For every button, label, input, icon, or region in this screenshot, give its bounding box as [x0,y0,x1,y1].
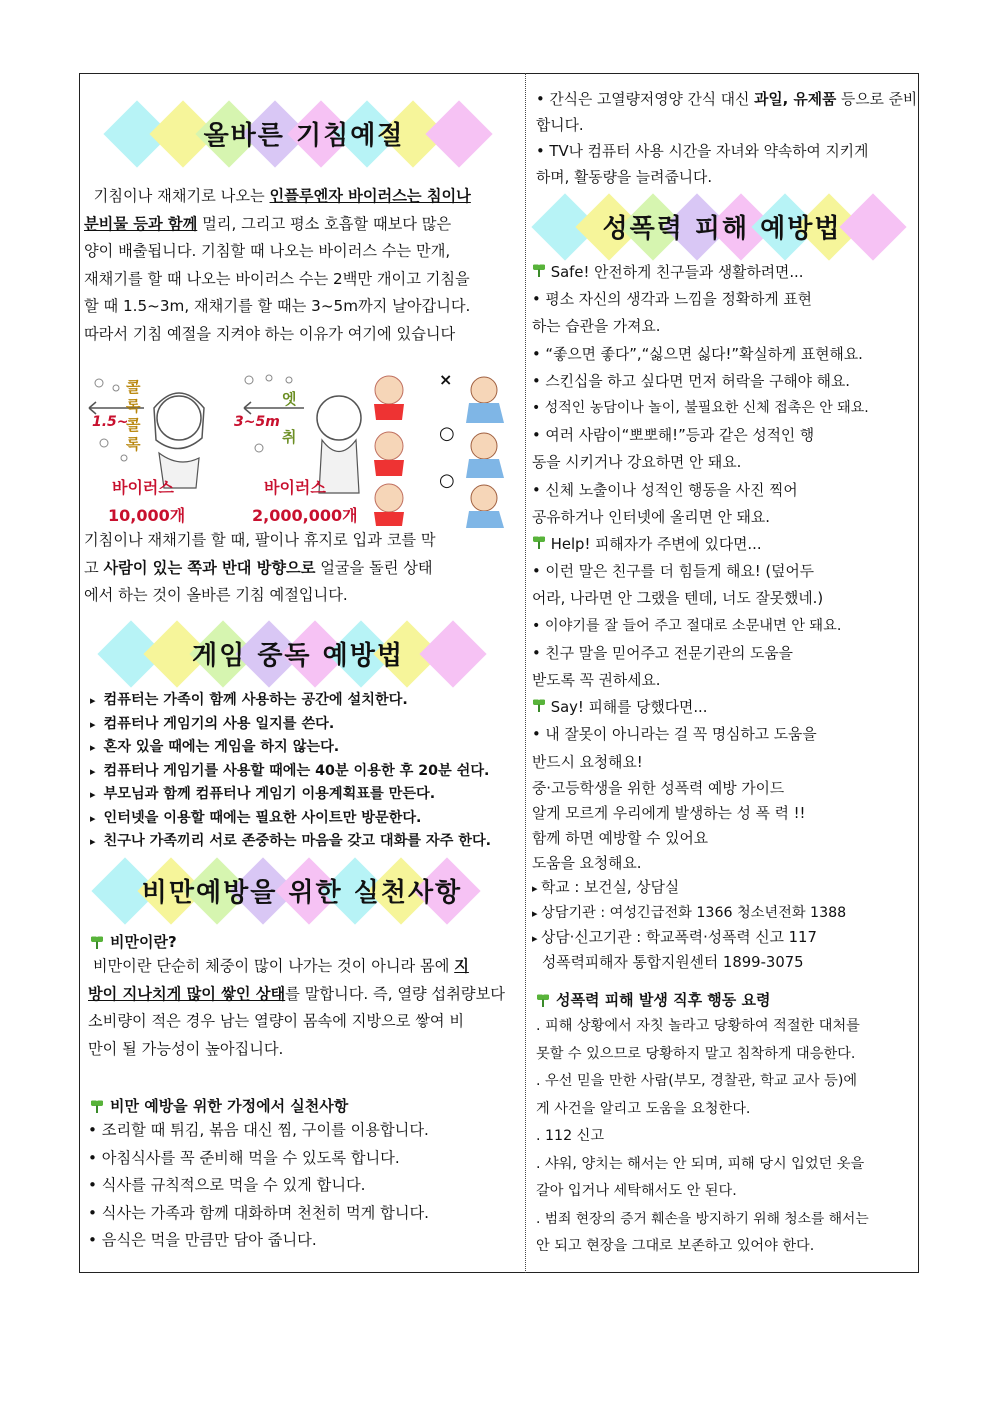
text-line: 공유하거나 인터넷에 올리면 안 돼요. [532,508,770,526]
text-span: Help! 피해자가 주변에 있다면... [550,536,762,554]
text-line: . 112 신고 [536,1128,605,1144]
text-span: 비만이란 단순히 체중이 많이 나가는 것이 아니라 몸에 [92,957,455,975]
text-line: 갈아 입거나 세탁해서도 안 된다. [536,1183,737,1199]
text-line: 소비량이 적은 경우 남는 열량이 몸속에 지방으로 쌓여 비 [88,1012,465,1030]
banner-sexual-violence [532,193,912,261]
text-line: ▸ 학교 : 보건실, 상담실 [532,876,916,901]
sneeze-distance: 3~5m [234,414,280,430]
text-line: • 여러 사람이“뽀뽀해!”등과 같은 성적인 행 [532,427,815,445]
text-span: • 간식은 고열량저영양 간식 대신 [536,91,755,108]
obesity-paragraph [88,953,520,1063]
list-item: ▸ 혼자 있을 때에는 게임을 하지 않는다. [90,736,518,760]
sv-body [532,259,916,975]
text-line: 합니다. [536,117,584,134]
underline-text: 분비물 등과 함께 [84,214,198,233]
text-line: . 범죄 현장의 증거 훼손을 방지하기 위해 청소를 해서는 [536,1210,869,1227]
text-line: . 피해 상황에서 자칫 놀라고 당황하여 적절한 대처를 [536,1018,860,1034]
text-line: 따라서 기침 예절을 지켜야 하는 이유가 여기에 있습니다 [84,324,456,343]
text-line: • 친구 말을 믿어주고 전문기관의 도움을 [532,644,793,662]
text-line: • 스킨십을 하고 싶다면 먼저 허락을 구해야 해요. [532,372,850,390]
sprout-icon [536,993,550,1007]
section-title: 성폭력 피해 예방법 [602,214,842,244]
text-line: • 이런 말은 친구를 더 힘들게 해요! (덮어두 [532,563,815,581]
subheading-text: 비만이란? [110,933,177,951]
cough-distance: 1.5~ [92,414,129,430]
list-item: • 식사는 가족과 함께 대화하며 천천히 먹게 합니다. [88,1203,430,1222]
text-span: 고 [84,558,104,577]
obesity-home-list [88,1117,520,1255]
cough-illustration [84,368,520,528]
subheading-text: 비만 예방을 위한 가정에서 실천사항 [110,1097,349,1115]
text-line: 재채기를 할 때 나오는 바이러스 수는 2백만 개이고 기침을 [84,269,470,288]
text-span: 등으로 준비 [836,91,918,108]
text-span: Say! 피해를 당했다면... [550,699,708,717]
sneeze-word: 엣취 [282,390,297,446]
text-line: 안 되고 현장을 그대로 보존하고 있어야 한다. [536,1238,815,1254]
text-line: 하며, 활동량을 늘려줍니다. [536,169,713,186]
list-item: ▸ 컴퓨터나 게임기를 사용할 때에는 40분 이용한 후 20분 쉰다. [90,760,518,784]
underline-text: 인플루엔자 바이러스는 침이나 [269,187,471,205]
text-line: 기침이나 재채기를 할 때, 팔이나 휴지로 입과 코를 막 [84,531,436,549]
game-list [90,689,518,854]
banner-obesity [92,857,512,925]
cough-paragraph [84,183,520,348]
list-item: ▸ 컴퓨터나 게임기의 사용 일지를 쓴다. [90,713,518,737]
text-line: • TV나 컴퓨터 사용 시간을 자녀와 약속하여 지키게 [536,143,869,160]
text-line: 알게 모르게 우리에게 발생하는 성 폭 력 !! [532,804,806,822]
text-span: 얼굴을 돌린 상태 [315,558,433,577]
subheading [90,931,177,952]
text-line: 반드시 요청해요! [532,753,643,771]
text-line [84,183,520,211]
underline-text: 지 [454,957,469,975]
column-divider [525,73,526,1273]
banner-cough [104,100,504,168]
list-item: ▸ 컴퓨터는 가족이 함께 사용하는 공간에 설치한다. [90,689,518,713]
text-line: 못할 수 있으므로 당황하지 말고 침착하게 대응한다. [536,1045,856,1062]
text-line [532,694,916,721]
section-title: 게임 중독 예방법 [192,641,404,671]
list-item: • 식사를 규칙적으로 먹을 수 있게 합니다. [88,1176,366,1194]
subheading [536,989,770,1010]
text-line [84,211,520,239]
text-line: • “좋으면 좋다”,“싫으면 싫다!”확실하게 표현해요. [532,345,863,363]
text-span: 기침이나 재채기로 나오는 [93,187,270,205]
bold-text: 사람이 있는 쪽과 반대 방향으로 [103,558,316,577]
text-line: • 신체 노출이나 성적인 행동을 사진 찍어 [532,481,798,499]
correct-mark: ○ [439,423,455,444]
sprout-icon [532,698,546,712]
sprout-icon [532,263,546,277]
text-line: 성폭력피해자 통합지원센터 1899-3075 [542,953,804,971]
text-line: . 우선 믿을 만한 사람(부모, 경찰관, 학교 교사 등)에 [536,1073,858,1089]
list-item: • 음식은 먹을 만큼만 담아 줍니다. [88,1231,317,1249]
virus-count: 2,000,000개 [252,506,358,525]
text-line: • 성적인 농담이나 놀이, 불필요한 신체 접촉은 안 돼요. [532,400,869,417]
list-item: • 아침식사를 꼭 준비해 먹을 수 있도록 합니다. [88,1148,400,1167]
correct-mark: ○ [439,470,455,491]
text-line [536,87,916,113]
text-line: ▸ 상담기관 : 여성긴급전화 1366 청소년전화 1388 [532,901,916,926]
virus-label: 바이러스 [112,478,174,497]
sv-action-list [536,1013,916,1261]
list-item: ▸ 부모님과 함께 컴퓨터나 게임기 이용계획표를 만든다. [90,783,518,807]
obesity-continued [536,87,916,191]
text-line: . 샤워, 양치는 해서는 안 되며, 피해 당시 입었던 옷을 [536,1155,865,1172]
list-item: • 조리할 때 튀김, 볶음 대신 찜, 구이를 이용합니다. [88,1121,429,1139]
text-line [88,981,520,1009]
sprout-icon [90,1099,104,1113]
sprout-icon [90,935,104,949]
wrong-mark: × [439,370,453,389]
text-line: ▸ 상담·신고기관 : 학교폭력·성폭력 신고 117 [532,926,916,951]
text-line [532,531,916,558]
text-line: 도움을 요청해요. [532,854,642,872]
text-line: 에서 하는 것이 올바른 기침 예절입니다. [84,586,348,604]
section-title: 올바른 기침예절 [203,121,405,151]
bold-text: 과일, 유제품 [754,91,837,108]
text-line: 함께 하면 예방할 수 있어요 [532,829,709,847]
banner-game [98,620,498,688]
cough-word: 콜록콜록 [126,378,141,453]
text-line: 할 때 1.5~3m, 재채기를 할 때는 3~5m까지 날아갑니다. [84,297,471,315]
text-line [532,259,916,286]
virus-count: 10,000개 [108,506,186,525]
list-item: ▸ 친구나 가족끼리 서로 존중하는 마음을 갖고 대화를 자주 한다. [90,830,518,854]
text-line: 게 사건을 알리고 도움을 요청한다. [536,1100,751,1117]
sprout-icon [532,535,546,549]
text-line: 중·고등학생을 위한 성폭력 예방 가이드 [532,779,785,797]
text-line [88,953,520,981]
section-title: 비만예방을 위한 실천사항 [141,878,463,908]
text-line: • 이야기를 잘 들어 주고 절대로 소문내면 안 돼요. [532,617,842,634]
virus-label: 바이러스 [264,478,326,497]
underline-text: 방이 지나치게 많이 쌓인 상태 [88,984,286,1003]
text-line: 양이 배출됩니다. 기침할 때 나오는 바이러스 수는 만개, [84,242,451,260]
text-line: 동을 시키거나 강요하면 안 돼요. [532,454,742,472]
cough-conclusion [84,527,520,610]
text-line [84,555,520,583]
text-line: • 내 잘못이 아니라는 걸 꼭 명심하고 도움을 [532,726,817,744]
list-item: ▸ 인터넷을 이용할 때에는 필요한 사이트만 방문한다. [90,807,518,831]
text-span: 를 말합니다. 즉, 열량 섭취량보다 [285,984,505,1003]
subheading [90,1095,348,1116]
text-span: Safe! 안전하게 친구들과 생활하려면... [550,264,804,281]
text-line: 만이 될 가능성이 높아집니다. [88,1039,284,1058]
text-span: 멀리, 그리고 평소 호흡할 때보다 많은 [197,214,452,233]
subheading-text: 성폭력 피해 발생 직후 행동 요령 [556,991,771,1009]
text-line: 어라, 나라면 안 그랬을 텐데, 너도 잘못했네.) [532,590,824,608]
text-line: 받도록 꼭 권하세요. [532,672,661,690]
text-line: 하는 습관을 가져요. [532,318,661,336]
text-line: • 평소 자신의 생각과 느낌을 정확하게 표현 [532,291,812,309]
